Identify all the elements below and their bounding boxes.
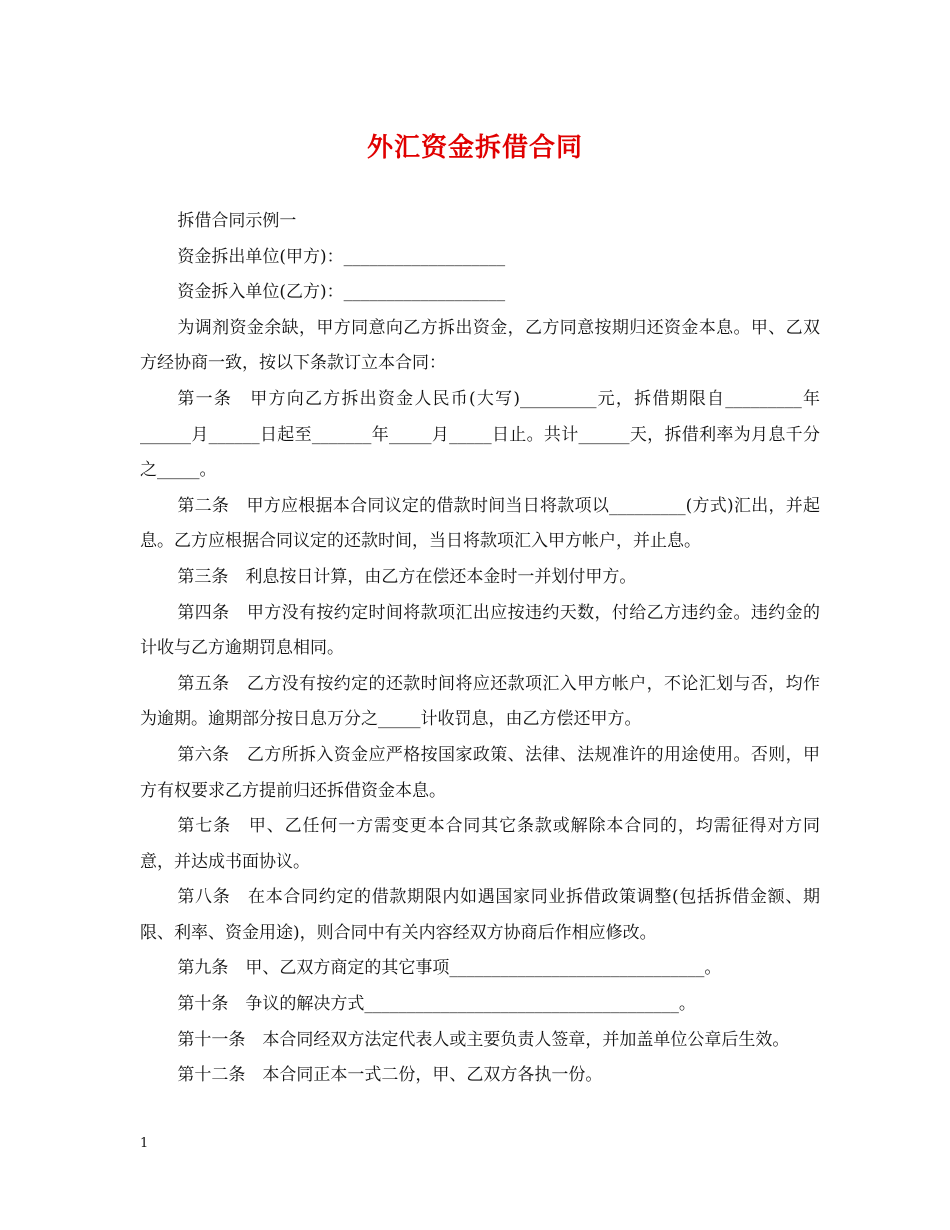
page-number: 1 — [140, 1136, 149, 1151]
paragraph-borrower-party: 资金拆入单位(乙方)：___________________ — [177, 282, 506, 303]
paragraph-article-8: 第八条 在本合同约定的借款期限内如遇国家同业拆借政策调整(包括拆借金额、期限、利率、资金用途)，则合同中有关内容经双方协商后作相应修改。 — [140, 887, 820, 943]
paragraph-lender-party: 资金拆出单位(甲方)：___________________ — [177, 246, 506, 267]
document-body — [140, 204, 820, 1094]
paragraph-article-11: 第十一条 本合同经双方法定代表人或主要负责人签章，并加盖单位公章后生效。 — [177, 1029, 790, 1050]
paragraph-article-10: 第十条 争议的解决方式_____________________________________。 — [177, 994, 696, 1015]
paragraph-article-3: 第三条 利息按日计算，由乙方在偿还本金时一并划付甲方。 — [177, 566, 637, 587]
paragraph-article-2: 第二条 甲方应根据本合同议定的借款时间当日将款项以_________(方式)汇出，并起息。乙方应根据合同议定的还款时间，当日将款项汇入甲方帐户，并止息。 — [140, 495, 820, 552]
paragraph-article-9: 第九条 甲、乙双方商定的其它事项______________________________。 — [177, 958, 722, 979]
paragraph-article-6: 第六条 乙方所拆入资金应严格按国家政策、法律、法规准许的用途使用。否则，甲方有权要求乙方提前归还拆借资金本息。 — [140, 744, 820, 801]
paragraph-article-7: 第七条 甲、乙任何一方需变更本合同其它条款或解除本合同的，均需征得对方同意，并达成书面协议。 — [140, 816, 820, 872]
paragraph-article-12: 第十二条 本合同正本一式二份，甲、乙双方各执一份。 — [177, 1065, 603, 1086]
paragraph-article-1: 第一条 甲方向乙方拆出资金人民币(大写)_________元，拆借期限自_________年______月______日起至_______年_____月_____日止。共计______天，拆借利率为月息千分之_____。 — [140, 388, 820, 481]
paragraph-article-5: 第五条 乙方没有按约定的还款时间将应还款项汇入甲方帐户，不论汇划与否，均作为逾期。逾期部分按日息万分之_____计收罚息，由乙方偿还甲方。 — [140, 673, 820, 730]
paragraph-article-4: 第四条 甲方没有按约定时间将款项汇出应按违约天数，付给乙方违约金。违约金的计收与乙方逾期罚息相同。 — [140, 602, 820, 659]
document-title: 外汇资金拆借合同 — [366, 133, 583, 163]
paragraph-example-label: 拆借合同示例一 — [177, 211, 297, 231]
paragraph-preamble: 为调剂资金余缺，甲方同意向乙方拆出资金，乙方同意按期归还资金本息。甲、乙双方经协商一致，按以下条款订立本合同： — [140, 317, 820, 374]
